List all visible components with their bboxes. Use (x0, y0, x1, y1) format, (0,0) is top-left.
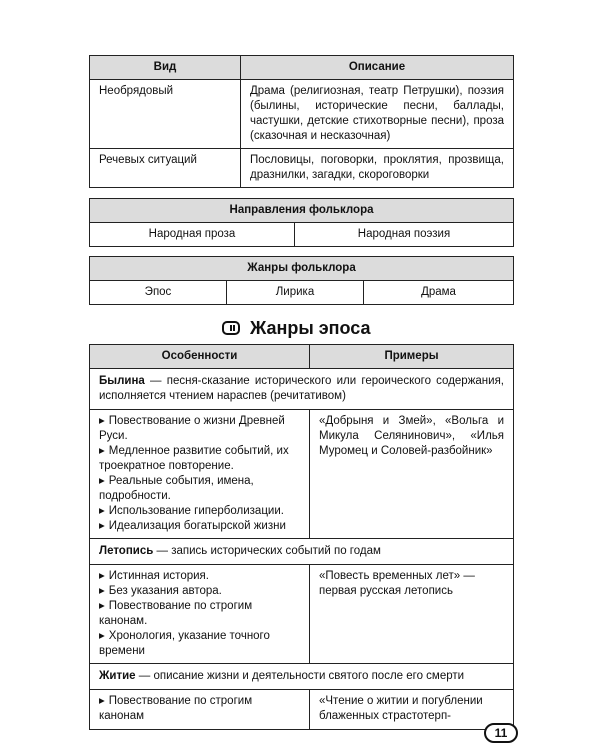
column-header-features: Особенности (90, 345, 310, 369)
folklore-genres-table (89, 256, 514, 305)
column-header-examples: Примеры (310, 345, 514, 369)
list-item: ▸ Повествование о жизни Древней Руси. (99, 414, 300, 444)
bylina-definition (90, 369, 514, 410)
list-item: ▸ Повествование по строгим канонам. (99, 599, 300, 629)
page-number: 11 (484, 723, 518, 743)
direction-item: Народная поэзия (295, 223, 514, 247)
list-item: ▸ Реальные события, имена, подробности. (99, 474, 300, 504)
row-description-cell: Пословицы, поговорки, проклятия, прозвища, дразнилки, загадки, скороговорки (241, 149, 514, 188)
row-kind-cell: Необрядовый (90, 80, 241, 149)
row-kind-cell: Речевых ситуаций (90, 149, 241, 188)
column-header-description: Описание (241, 56, 514, 80)
letopis-definition (90, 539, 514, 565)
list-item: ▸ Медленное развитие событий, их троекратное повторение. (99, 444, 300, 474)
book-icon (222, 321, 240, 335)
folklore-directions-table (89, 198, 514, 247)
zhitie-definition-text: — описание жизни и деятельности святого после его смерти (135, 670, 465, 682)
bylina-examples: «Добрыня и Змей», «Вольга и Микула Селянинович», «Илья Муромец и Соловей-разбойник» (310, 410, 514, 539)
list-item: ▸ Хронология, указание точного времени (99, 629, 300, 659)
letopis-term: Летопись (99, 545, 154, 557)
zhitie-term: Житие (99, 670, 136, 682)
row-description-cell: Драма (религиозная, театр Петрушки), поэзия (былины, исторические песни, баллады, частушки, детские стихотворные песни), проза (сказочная и несказочная) (241, 80, 514, 149)
letopis-features (90, 565, 310, 664)
epic-genres-heading (222, 316, 371, 340)
list-item: ▸ Идеализация богатырской жизни (99, 519, 300, 534)
zhitie-examples: «Чтение о житии и погублении блаженных страстотерп- (310, 690, 514, 730)
genre-item: Драма (364, 281, 514, 305)
bylina-term: Былина (99, 375, 145, 387)
zhitie-features (90, 690, 310, 730)
list-item: ▸ Повествование по строгим канонам (99, 694, 300, 724)
bylina-definition-text: — песня-сказание исторического или героического содержания, исполняется чтением нараспев (речитативом) (99, 375, 504, 402)
section-title-text: Жанры эпоса (250, 318, 371, 338)
epic-genres-table (89, 344, 514, 730)
directions-title: Направления фольклора (90, 199, 514, 223)
list-item: ▸ Истинная история. (99, 569, 300, 584)
genres-title: Жанры фольклора (90, 257, 514, 281)
letopis-definition-text: — запись исторических событий по годам (153, 545, 381, 557)
column-header-kind: Вид (90, 56, 241, 80)
list-item: ▸ Использование гиперболизации. (99, 504, 300, 519)
list-item: ▸ Без указания автора. (99, 584, 300, 599)
zhitie-definition (90, 664, 514, 690)
genre-item: Лирика (227, 281, 364, 305)
letopis-examples: «Повесть временных лет» — первая русская летопись (310, 565, 514, 664)
folklore-types-table (89, 55, 514, 188)
direction-item: Народная проза (90, 223, 295, 247)
genre-item: Эпос (90, 281, 227, 305)
bylina-features (90, 410, 310, 539)
